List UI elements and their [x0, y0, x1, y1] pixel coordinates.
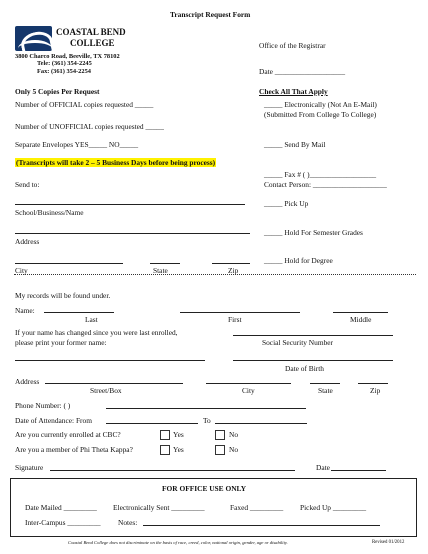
first-name-line[interactable] [180, 312, 300, 313]
registrar-office: Office of the Registrar [259, 41, 326, 50]
option-hold-semester[interactable]: _____ Hold For Semester Grades [264, 228, 363, 237]
ptk-yes-label: Yes [173, 445, 184, 454]
dob-line[interactable] [233, 360, 393, 361]
college-tele: Tele: (361) 354-2245 [37, 60, 92, 67]
middle-name-line[interactable] [333, 312, 388, 313]
attendance-to-label: To [203, 416, 211, 425]
option-send-by-mail[interactable]: _____ Send By Mail [264, 140, 326, 149]
enrolled-yes-checkbox[interactable] [160, 430, 170, 440]
address-line[interactable] [15, 233, 250, 234]
address-label: Address [15, 237, 40, 246]
notes-line[interactable] [143, 525, 380, 526]
enrolled-yes-label: Yes [173, 430, 184, 439]
zip-label-lower: Zip [370, 386, 381, 395]
faxed-field[interactable]: Faxed _________ [230, 503, 284, 512]
college-address: 3800 Charco Road, Beeville, TX 78102 [15, 53, 120, 60]
last-name-line[interactable] [44, 312, 114, 313]
signature-date-line[interactable] [331, 470, 386, 471]
processing-time-note: (Transcripts will take 2 – 5 Business Days before being process) [16, 158, 216, 167]
option-pick-up[interactable]: _____ Pick Up [264, 199, 309, 208]
signature-line[interactable] [50, 470, 295, 471]
signature-label: Signature [15, 463, 44, 472]
state-label: State [153, 266, 168, 275]
phone-line[interactable] [106, 408, 306, 409]
zip-label: Zip [228, 266, 239, 275]
picked-up-field[interactable]: Picked Up _________ [300, 503, 367, 512]
nondiscrimination-footer: Coastal Bend College does not discriminate on the basis of race, creed, color, national origin, gender, age or disability. [68, 540, 288, 545]
street-label: Street/Box [90, 386, 122, 395]
attendance-from-line[interactable] [106, 423, 198, 424]
ssn-line[interactable] [233, 335, 393, 336]
send-to-label: Send to: [15, 180, 40, 189]
zip-line[interactable] [212, 263, 250, 264]
send-to-line[interactable] [15, 204, 245, 205]
state-line[interactable] [150, 263, 180, 264]
records-label: My records will be found under. [15, 291, 111, 300]
state-line-lower[interactable] [310, 383, 340, 384]
dob-label: Date of Birth [285, 364, 324, 373]
address-label-lower: Address [15, 377, 40, 386]
enrolled-no-label: No [229, 430, 239, 439]
attendance-label: Date of Attendance: From [15, 416, 92, 425]
zip-line-lower[interactable] [358, 383, 388, 384]
ptk-no-checkbox[interactable] [215, 445, 225, 455]
college-logo [15, 26, 52, 51]
option-hold-degree[interactable]: _____ Hold for Degree [264, 256, 333, 265]
office-use-heading: FOR OFFICE USE ONLY [162, 484, 247, 493]
unofficial-copies-field[interactable]: Number of UNOFFICIAL copies requested _____ [15, 122, 164, 131]
college-fax: Fax: (361) 354-2254 [37, 68, 91, 75]
college-name-line2: COLLEGE [70, 38, 115, 48]
check-all-heading: Check All That Apply [259, 87, 328, 96]
college-name-line1: COASTAL BEND [56, 27, 126, 37]
enrolled-question: Are you currently enrolled at CBC? [15, 430, 121, 439]
section-divider [14, 274, 416, 275]
notes-label: Notes: [118, 518, 138, 527]
form-title: Transcript Request Form [170, 10, 251, 19]
contact-person-field[interactable]: Contact Person: ____________________ [264, 180, 387, 189]
date-field[interactable]: Date ___________________ [259, 67, 346, 76]
city-line[interactable] [15, 263, 123, 264]
phone-label: Phone Number: ( ) [15, 401, 71, 410]
option-electronically[interactable]: _____ Electronically (Not An E-Mail) [264, 100, 377, 109]
option-electronically-note: (Submitted From College To College) [264, 110, 377, 119]
former-name-line1: If your name has changed since you were last enrolled, [15, 328, 178, 337]
ptk-yes-checkbox[interactable] [160, 445, 170, 455]
copies-limit-heading: Only 5 Copies Per Request [15, 87, 100, 96]
signature-date-label: Date [316, 463, 330, 472]
city-label: City [15, 266, 28, 275]
enrolled-no-checkbox[interactable] [215, 430, 225, 440]
former-name-line2: please print your former name: [15, 338, 107, 347]
ssn-label: Social Security Number [262, 338, 334, 347]
attendance-to-line[interactable] [215, 423, 307, 424]
electronically-sent-field[interactable]: Electronically Sent _________ [113, 503, 205, 512]
school-business-label: School/Business/Name [15, 208, 84, 217]
date-mailed-field[interactable]: Date Mailed _________ [25, 503, 97, 512]
first-label: First [228, 315, 242, 324]
ptk-no-label: No [229, 445, 239, 454]
former-name-line[interactable] [15, 360, 205, 361]
separate-envelopes-field[interactable]: Separate Envelopes YES_____ NO_____ [15, 140, 139, 149]
name-label: Name: [15, 306, 35, 315]
option-fax[interactable]: _____ Fax # ( )__________________ [264, 170, 377, 179]
state-label-lower: State [318, 386, 333, 395]
ptk-question: Are you a member of Phi Theta Kappa? [15, 445, 133, 454]
inter-campus-field[interactable]: Inter-Campus _________ [25, 518, 101, 527]
last-label: Last [85, 315, 98, 324]
official-copies-field[interactable]: Number of OFFICIAL copies requested _____ [15, 100, 154, 109]
city-label-lower: City [242, 386, 255, 395]
middle-label: Middle [350, 315, 372, 324]
revision-date: Revised 01/2012 [372, 540, 405, 545]
street-line[interactable] [45, 383, 183, 384]
city-line-lower[interactable] [206, 383, 291, 384]
